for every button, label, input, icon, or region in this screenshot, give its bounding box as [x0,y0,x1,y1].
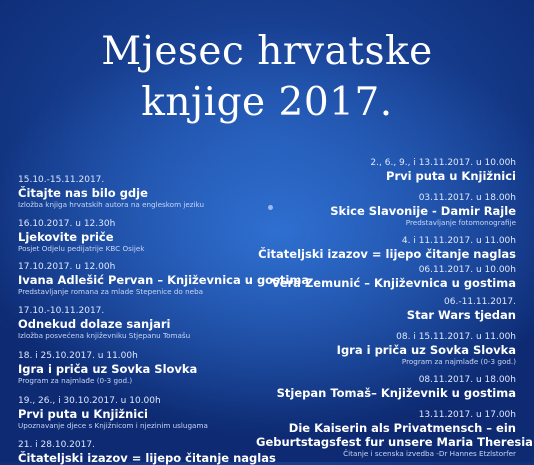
event-title: Čitateljski izazov = lijepo čitanje naglas [18,451,276,465]
event-subtitle: Posjet Odjelu pedijatrije KBC Osijek [18,244,145,253]
event-date: 2., 6., 9., i 13.11.2017. u 10.00h [370,158,516,168]
event-title: Skice Slavonije - Damir Rajle [330,204,516,218]
event-title: Stjepan Tomaš– Književnik u gostima [276,386,516,400]
event-date: 18. i 25.10.2017. u 11.00h [18,351,138,361]
event-subtitle: Izložba posvećena književniku Stjepanu Tomašu [18,331,191,340]
event-date: 17.10.2017. u 12.00h [18,262,116,272]
event-subtitle: Izložba knjiga hrvatskih autora na engleskom jeziku [18,200,205,209]
event-item [256,193,516,227]
event-item [18,262,310,296]
event-subtitle: Program za najmlađe (0-3 god.) [18,376,133,385]
event-title: Igra i priča uz Sovka Slovka [18,362,198,376]
event-title: Čitajte nas bilo gdje [18,186,148,200]
event-title-line-2: Geburtstagsfest fur unsere Maria Theresia [256,435,533,449]
event-title: Ivana Adlešić Pervan – Književnica u gostima [18,273,310,287]
event-item [18,219,288,253]
event-item [256,410,533,458]
event-item [18,306,288,340]
event-date: 15.10.-15.11.2017. [18,175,105,185]
event-date: 21. i 28.10.2017. [18,440,95,450]
title-line-2: knjige 2017. [141,80,393,125]
page-title [0,26,534,128]
event-date: 19., 26., i 30.10.2017. u 10.00h [18,396,161,406]
event-title: Prvi puta u Knjižnici [386,169,516,183]
event-title: Igra i priča uz Sovka Slovka [336,343,516,357]
event-item [18,175,288,209]
event-date: 16.10.2017. u 12.30h [18,219,116,229]
event-title: Čitateljski izazov = lijepo čitanje naglas [258,247,516,261]
event-subtitle: Predstavljanje romana za mlade Stepenice do neba [18,287,204,296]
title-line-1: Mjesec hrvatske [101,29,433,74]
event-title: Vera Zemunić – Književnica u gostima [271,276,516,290]
event-date: 17.10.-10.11.2017. [18,306,105,316]
event-date: 08. i 15.11.2017. u 11.00h [396,332,516,342]
event-item [256,332,516,366]
event-title: Ljekovite priče [18,230,114,244]
event-title: Prvi puta u Knjižnici [18,407,148,421]
event-item [256,236,516,261]
event-date: 4. i 11.11.2017. u 11.00h [401,236,516,246]
event-title: Star Wars tjedan [406,308,516,322]
event-item [18,351,288,385]
event-date: 08.11.2017. u 18.00h [418,375,516,385]
event-item [256,375,516,400]
event-date: 06.11.2017. u 10.00h [418,265,516,275]
event-item [256,297,516,322]
event-item [18,440,288,465]
event-item [256,158,516,183]
event-title: Odnekud dolaze sanjari [18,317,171,331]
event-subtitle: Upoznavanje djece s Knjižnicom i njezinim uslugama [18,421,208,430]
event-subtitle: Predstavljanje fotomonografije [405,218,516,227]
event-item [256,265,516,290]
event-subtitle: Čitanje i scenska izvedba -Dr Hannes Etzlstorfer [343,449,516,458]
event-date: 13.11.2017. u 17.00h [418,410,516,420]
event-title: Die Kaiserin als Privatmensch – ein [288,421,516,435]
event-subtitle: Program za najmlađe (0-3 god.) [401,357,516,366]
event-date: 03.11.2017. u 18.00h [418,193,516,203]
event-item [18,396,288,430]
event-date: 06.-11.11.2017. [444,297,516,307]
